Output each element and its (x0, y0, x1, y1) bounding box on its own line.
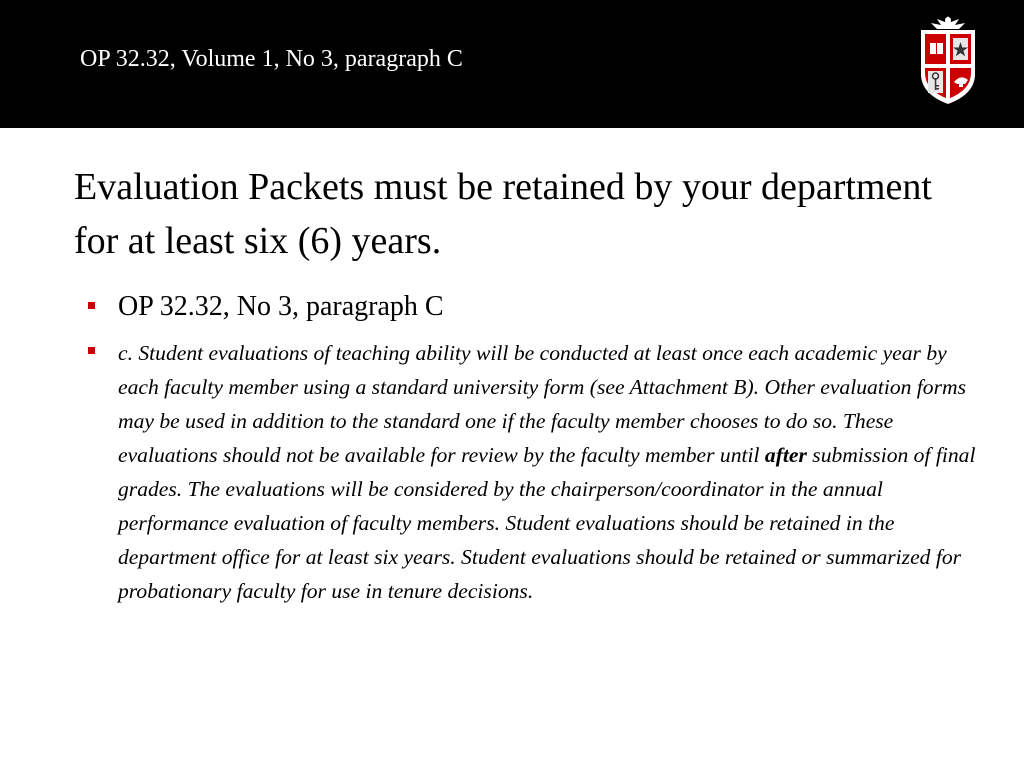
policy-text-after: submission of final grades. The evaluations will be considered by the chairperson/coordinator in the annual performance evaluation of faculty members. Student evaluations should be retained in the department office for at least six years. Student evaluations should be retained or summarized for probationary faculty for use in tenure decisions. (118, 443, 976, 603)
header-title: OP 32.32, Volume 1, No 3, paragraph C (80, 46, 463, 72)
page-title: Evaluation Packets must be retained by your department for at least six (6) years. (74, 166, 932, 262)
bullet-square-icon (88, 347, 95, 354)
policy-quote-text (118, 336, 978, 608)
bullet-text: OP 32.32, No 3, paragraph C (118, 291, 444, 322)
policy-text-before: c. Student evaluations of teaching ability will be conducted at least once each academic year by each faculty member using a standard university form (see Attachment B). Other evaluation forms may be used in addition to the standard one if the faculty member chooses to do so. These evaluations should not be available for review by the faculty member until (118, 341, 967, 467)
policy-emphasis: after (764, 443, 807, 467)
university-shield-logo-icon (915, 14, 981, 106)
header-bar (0, 0, 1024, 128)
bullet-square-icon (88, 302, 95, 309)
